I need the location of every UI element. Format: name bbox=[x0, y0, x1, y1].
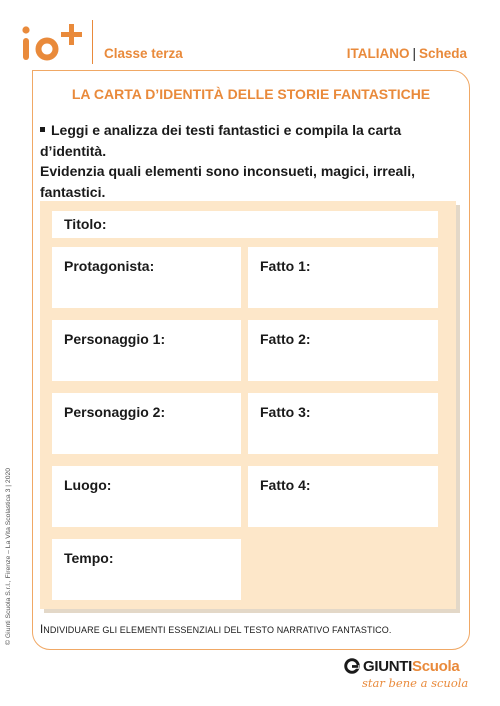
field-fatto-3[interactable] bbox=[248, 393, 438, 454]
io-plus-logo bbox=[20, 22, 90, 66]
worksheet-title: LA CARTA D’IDENTITÀ DELLE STORIE FANTASTICHE bbox=[71, 86, 431, 102]
field-personaggio-1[interactable] bbox=[52, 320, 241, 381]
publisher-name: GIUNTI bbox=[363, 657, 413, 675]
copyright-notice: © Giunti Scuola S.r.l., Firenze – La Vita Scolastica 3 | 2020 bbox=[5, 467, 12, 645]
field-fatto-3-label: Fatto 3: bbox=[260, 404, 311, 420]
field-protagonista[interactable] bbox=[52, 247, 241, 308]
objective-initial: I bbox=[40, 624, 44, 636]
header-separator: | bbox=[412, 46, 416, 61]
giunti-g-icon bbox=[343, 657, 361, 675]
field-personaggio-2[interactable] bbox=[52, 393, 241, 454]
field-fatto-2[interactable] bbox=[248, 320, 438, 381]
field-fatto-1[interactable] bbox=[248, 247, 438, 308]
publisher-logo bbox=[343, 656, 459, 676]
publisher-accent: Scuola bbox=[412, 657, 460, 675]
logo-divider bbox=[92, 20, 93, 64]
identity-card bbox=[40, 201, 456, 609]
instructions bbox=[40, 120, 460, 202]
instruction-2-text: Evidenzia quali elementi sono inconsueti, magici, irreali, fantastici. bbox=[40, 163, 415, 200]
field-protagonista-label: Protagonista: bbox=[64, 258, 155, 274]
learning-objective bbox=[40, 624, 391, 636]
field-personaggio-1-label: Personaggio 1: bbox=[64, 331, 166, 347]
section-label: Scheda bbox=[418, 46, 467, 61]
subject-header bbox=[347, 46, 467, 61]
field-titolo-label: Titolo: bbox=[64, 216, 107, 232]
objective-text: NDIVIDUARE GLI ELEMENTI ESSENZIALI DEL TESTO NARRATIVO FANTASTICO. bbox=[43, 625, 392, 635]
field-titolo[interactable] bbox=[52, 211, 438, 238]
publisher-tagline: star bene a scuola bbox=[362, 676, 469, 690]
instruction-line-1 bbox=[40, 120, 460, 161]
grade-label: Classe terza bbox=[104, 46, 183, 61]
bullet-icon bbox=[40, 127, 45, 132]
field-fatto-1-label: Fatto 1: bbox=[260, 258, 311, 274]
subject-label: ITALIANO bbox=[346, 46, 410, 61]
field-luogo[interactable] bbox=[52, 466, 241, 527]
field-luogo-label: Luogo: bbox=[64, 477, 112, 493]
field-fatto-4[interactable] bbox=[248, 466, 438, 527]
field-personaggio-2-label: Personaggio 2: bbox=[64, 404, 166, 420]
instruction-1-text: Leggi e analizza dei testi fantastici e compila la carta d’identità. bbox=[40, 122, 402, 159]
field-tempo-label: Tempo: bbox=[64, 550, 114, 566]
field-fatto-4-label: Fatto 4: bbox=[260, 477, 311, 493]
field-fatto-2-label: Fatto 2: bbox=[260, 331, 311, 347]
field-tempo[interactable] bbox=[52, 539, 241, 600]
